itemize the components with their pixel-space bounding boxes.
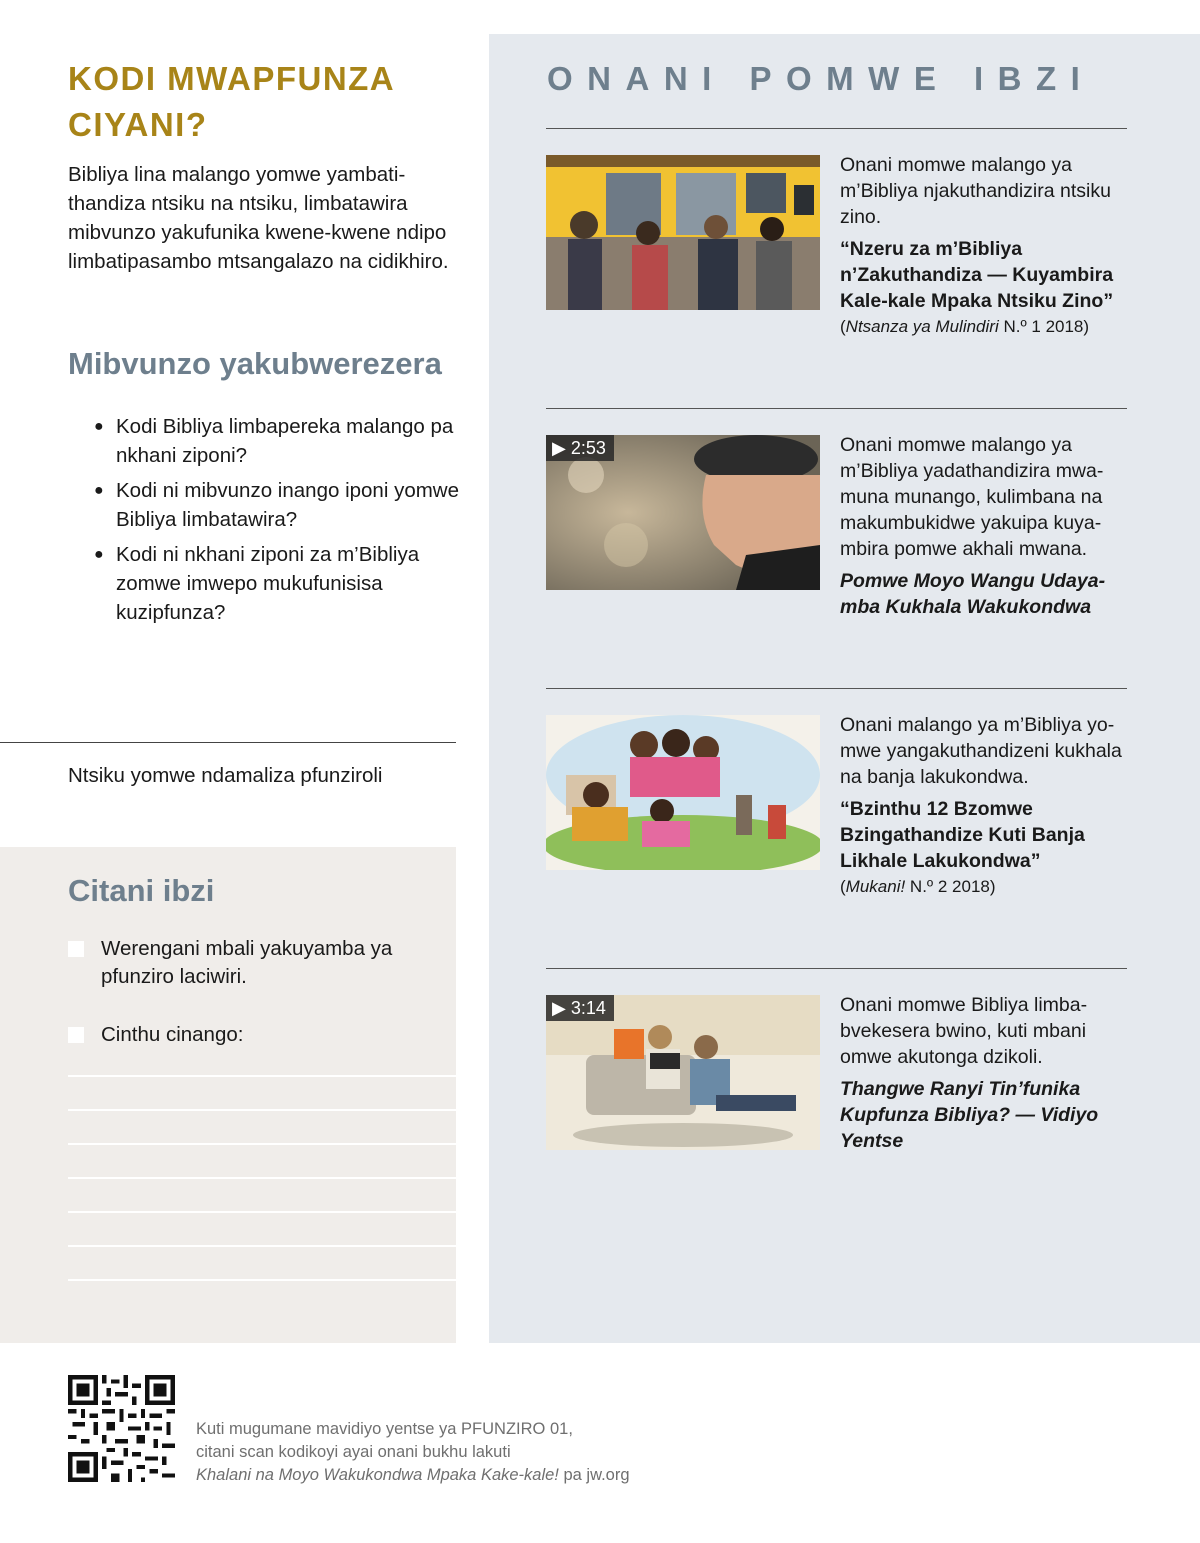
bullet-icon: ● xyxy=(94,418,104,435)
read-box xyxy=(0,847,456,1343)
checkbox[interactable] xyxy=(68,941,84,957)
video-description: Onani momwe Bibliya limbabvekesera bwino, kuti mbani omwe akutonga dzikoli. xyxy=(840,994,1088,1068)
book-title[interactable]: Khalani na Moyo Wakukondwa Mpaka Kake-kale! xyxy=(196,1466,559,1484)
intro-paragraph: Bibliya lina malango yomwe yambatithandiza ntsiku na ntsiku, limbatawira mibvunzo yakufunika kwene-kwene ndipo limbatipasambo mtsangalazo na cidikhiro. xyxy=(68,163,449,273)
question-text: Kodi Bibliya limbapereka malango pa nkhani ziponi? xyxy=(116,415,454,467)
qr-code-icon[interactable] xyxy=(68,1375,175,1482)
video-title[interactable]: Pomwe Moyo Wangu Udayamba Kukhala Wakukondwa xyxy=(840,570,1106,618)
item-divider xyxy=(546,408,1127,409)
article-title[interactable]: “Nzeru za m’Bibliya n’Zakuthandiza — Kuyambira Kale-kale Mpaka Ntsiku Zino” xyxy=(840,238,1114,312)
article-title[interactable]: “Bzinthu 12 Bzomwe Bzingathandize Kuti Banja Likhale Lakukondwa” xyxy=(840,798,1085,872)
article-thumbnail[interactable] xyxy=(546,715,820,870)
video-text xyxy=(840,992,1130,1154)
video-title[interactable]: Thangwe Ranyi Tin’funika Kupfunza Bibliya? — Vidiyo Yentse xyxy=(840,1078,1099,1152)
footer-line: Khalani na Moyo Wakukondwa Mpaka Kake-kale! pa jw.org xyxy=(196,1466,630,1484)
further-reading-panel xyxy=(489,34,1200,1343)
write-line[interactable] xyxy=(68,1211,456,1213)
family-image xyxy=(546,715,820,870)
item-divider xyxy=(546,688,1127,689)
video-thumbnail[interactable] xyxy=(546,995,820,1150)
video-description: Onani momwe malango ya m’Bibliya yadathandizira mwamuna munango, kulimbana na makumbukidwe yakuipa kuyambira pomwe akhali mwana. xyxy=(840,434,1104,560)
bullet-icon: ● xyxy=(94,546,104,563)
checkbox[interactable] xyxy=(68,1027,84,1043)
train-station-image xyxy=(546,155,820,310)
article-text xyxy=(840,152,1130,340)
review-question xyxy=(94,412,464,470)
checklist-item[interactable] xyxy=(68,1021,421,1049)
write-line[interactable] xyxy=(68,1279,456,1281)
video-text xyxy=(840,432,1130,620)
question-text: Kodi ni mibvunzo inango iponi yomwe Bibliya limbatawira? xyxy=(116,479,460,531)
review-heading: Mibvunzo yakubwerezera xyxy=(68,346,442,381)
article-thumbnail[interactable] xyxy=(546,155,820,310)
read-box-title: Citani ibzi xyxy=(68,873,215,908)
item-divider xyxy=(546,128,1127,129)
write-line[interactable] xyxy=(68,1075,456,1077)
lesson-heading: KODI MWAPFUNZA CIYANI? xyxy=(68,60,394,143)
article-description: Onani malango ya m’Bibliya yomwe yangakuthandizeni kukhala na banja lakukondwa. xyxy=(840,714,1122,788)
video-thumbnail[interactable] xyxy=(546,435,820,590)
write-line[interactable] xyxy=(68,1143,456,1145)
item-divider xyxy=(546,968,1127,969)
video-duration: ▶ 2:53 xyxy=(546,435,614,461)
review-question xyxy=(94,540,464,627)
footer-note xyxy=(196,1418,630,1487)
checklist-item-label: Werengani mbali yakuyamba ya pfunziro laciwiri. xyxy=(101,937,393,988)
checklist-item-label: Cinthu cinango: xyxy=(101,1023,244,1046)
panel-title: ONANI POMWE IBZI xyxy=(547,60,1095,97)
checklist-item[interactable] xyxy=(68,935,421,991)
review-question xyxy=(94,476,464,534)
footer-line: Kuti mugumane mavidiyo yentse ya PFUNZIRO 01, xyxy=(196,1420,573,1438)
date-completed-label: Ntsiku yomwe ndamaliza pfunziroli xyxy=(68,764,383,787)
bullet-icon: ● xyxy=(94,482,104,499)
article-source: (Mukani! N.º 2 2018) xyxy=(840,877,996,896)
article-description: Onani momwe malango ya m’Bibliya njakuthandizira ntsiku zino. xyxy=(840,154,1111,228)
article-text xyxy=(840,712,1130,900)
write-line[interactable] xyxy=(68,1245,456,1247)
video-duration: ▶ 3:14 xyxy=(546,995,614,1021)
footer-line: citani scan kodikoyi ayai onani bukhu lakuti xyxy=(196,1443,511,1461)
question-text: Kodi ni nkhani ziponi za m’Bibliya zomwe imwepo mukufunisisa kuzipfunza? xyxy=(116,543,420,624)
review-questions xyxy=(94,412,464,633)
write-line[interactable] xyxy=(68,1177,456,1179)
date-divider[interactable] xyxy=(0,742,456,743)
write-line[interactable] xyxy=(68,1109,456,1111)
article-source: (Ntsanza ya Mulindiri N.º 1 2018) xyxy=(840,317,1090,336)
